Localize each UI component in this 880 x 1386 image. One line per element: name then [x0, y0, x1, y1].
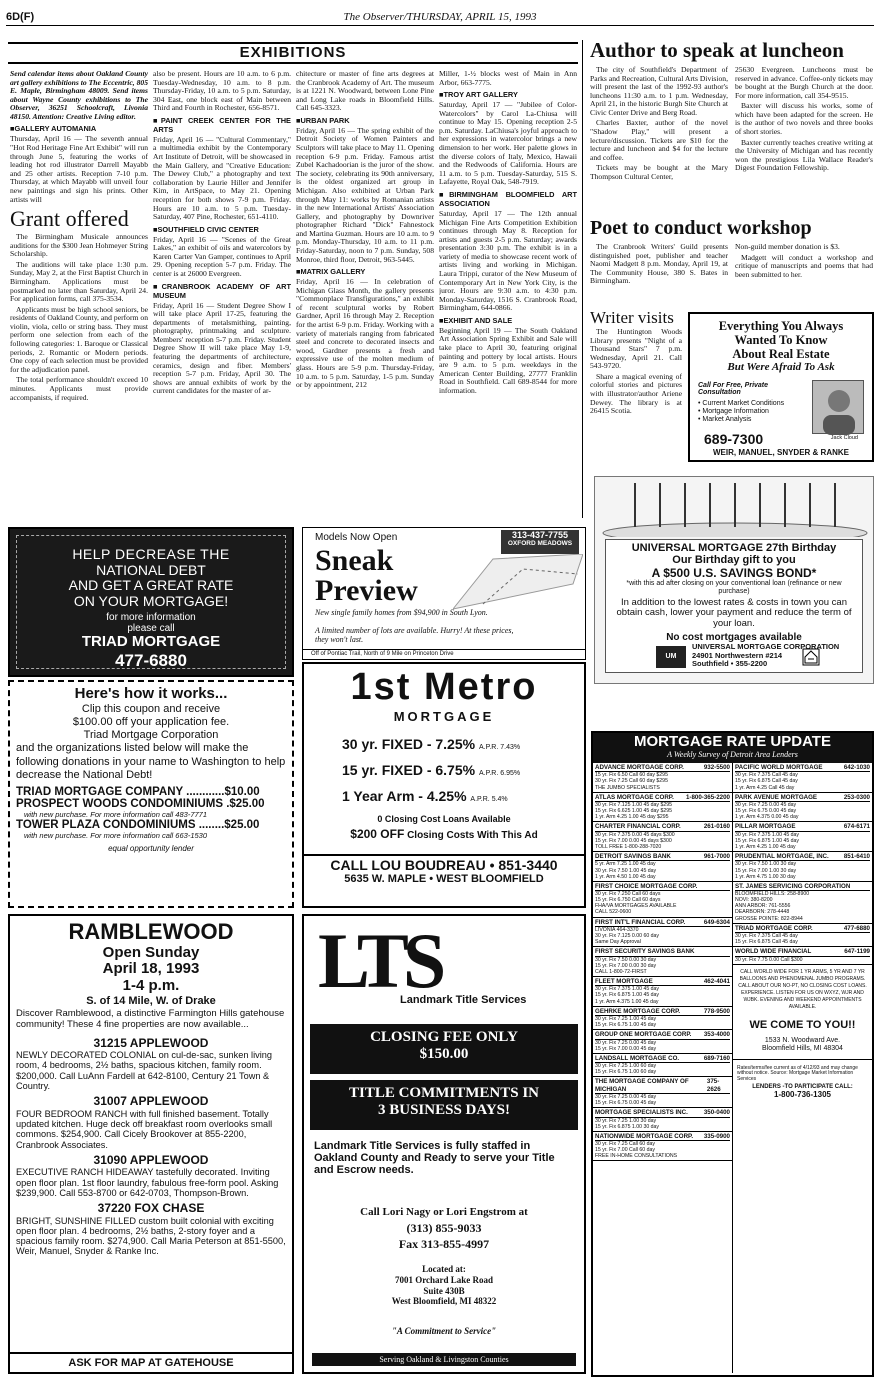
lender-phone: 932-5500 [703, 764, 730, 771]
lender-block [733, 924, 872, 948]
rate-row: 1 yr. Arm 4.50 1.00 45 day [595, 873, 656, 880]
rate-row: 1 yr. Arm 4.75 1.00 30 day [735, 873, 796, 880]
lender-name: DETROIT SAVINGS BANK [595, 853, 671, 861]
lender-phone: 674-6171 [843, 823, 870, 831]
lender-name: TRIAD MORTGAGE CORP. [735, 924, 813, 932]
rate-row: 30 yr. Fix 7.75 0.00 Call $300 [735, 956, 803, 963]
lender-phone: 462-4041 [703, 977, 730, 985]
exhibitions-heading: EXHIBITIONS [8, 42, 578, 64]
author-heading: Author to speak at luncheon [590, 38, 844, 62]
rate-row: 30 yr. Fix 7.25 Call 60 day $295 [595, 778, 668, 785]
lender-phone: 778-9500 [703, 1007, 730, 1015]
rate-row: DEARBORN: 278-4448 [735, 909, 790, 916]
lender-block [593, 1030, 732, 1054]
lender-phone: 851-6410 [843, 853, 870, 861]
lender-name: ST. JAMES SERVICING CORPORATION [735, 882, 851, 890]
masthead-line: The Observer/THURSDAY, APRIL 15, 1993 [343, 11, 537, 23]
grant-heading: Grant offered [10, 206, 129, 232]
lender-block [733, 852, 872, 882]
lender-name: MORTGAGE SPECIALISTS INC. [595, 1109, 688, 1117]
poet-heading: Poet to conduct workshop [590, 217, 812, 239]
rate-row: ANN ARBOR: 761-5556 [735, 903, 791, 910]
lender-name: ATLAS MORTGAGE CORP. [595, 793, 674, 801]
lender-block [733, 882, 872, 924]
author-column-1: The city of Southfield's Department of Parks and Recreation, Cultural Arts Division, will present the last of the 1992-93 author's luncheons 11:30 a.m. to 1 p.m. Wednesday, April 21, in the historic Burgh Site Church at Civic Center Drive and Berg Road. Charles Baxter, author of the novel "Shadow Play," will present a lecture/discussion. Tickets are $10 for the lecture and luncheon and $4 for the lecture and coffee. Tickets may be bought at the Mary Thompson Cultural Center, [590, 66, 728, 181]
rate-row: 30 yr. Fix 7.25 0.00 45 day [735, 802, 797, 808]
lender-block [593, 1007, 732, 1031]
lender-block [593, 1108, 732, 1132]
lender-block [593, 1077, 732, 1108]
triad-mortgage-banner: HELP DECREASE THE NATIONAL DEBT AND GET A GREAT RATE ON YOUR MORTGAGE! for more information please call TRIAD MORTGAGE 477-6880 [8, 527, 294, 677]
rate-row: 15 yr. Fix 6.50 Call 60 day $295 [595, 772, 668, 779]
rate-row: 30 yr. Fix 7.50 1.00 45 day [595, 867, 657, 874]
exhibitions-column-2: also be present. Hours are 10 a.m. to 6 p.m. Tuesday-Wednesday, 10 a.m. to 8 p.m. Thursday-Friday, 10 a.m. to 5 p.m. Saturday, 304 East, one block east of Main between Third and Fourth in Rochester, 656-8571. ■ PAINT CREEK CENTER FOR THE ARTS Friday, April 16 — "Cultural Commentary," a multimedia exhibit by the Contemporary Art Institute of Detroit, will be showcased in the Main Gallery, and "Creative Education: The Dewey Club," a photography and text collaboration by Laurie Hiller and Jennifer Kim, in ArtSpace, to May 21. Opening reception for both shows 7-9 p.m. Friday. Hours are 10 a.m. to 5 p.m. Tuesday-Saturday, 407 Pine, Rochester, 651-4110. ■ SOUTHFIELD CIVIC CENTER Friday, April 16 — "Scenes of the Great Lakes," an exhibit of oils and watercolors by Karen Carter Van Gamper, continues to April 29. Opening reception 5-7 p.m. Friday. The center is at 26000 Evergreen. ■ CRANBROOK ACADEMY OF ART MUSEUM Friday, April 16 — Student Degree Show I will take place April 17-25, featuring the departments of metalsmithing, painting, photography, printmaking and sculpture. Members' reception 5-7 p.m. Friday. Student Degree Show II will take place May 1-9, featuring the departments of architecture, ceramics, design and fiber. Members' reception 5-7 p.m. Friday, April 30. The shows are annual exhibits of work by the current candidates for the master of ar- [153, 70, 291, 398]
lender-phone: 477-6880 [843, 924, 870, 932]
lender-name: PRUDENTIAL MORTGAGE, INC. [735, 853, 829, 861]
lender-name: FIRST INT'L FINANCIAL CORP. [595, 918, 686, 926]
exhibitions-column-3: chitecture or master of fine arts degrees at the Cranbrook Academy of Art. The museum is at 1221 N. Woodward, between Lone Pine and Long Lake roads in Bloomfield Hills. Call 645-3323. ■ URBAN PARK Friday, April 16 — The spring exhibit of the Detroit Society of Women Painters and Sculptors will take place to May 11. Opening reception 6-9 p.m. Friday. Famous artist Zubel Kachadoorian is the juror of the show. The society, celebrating its 90th anniversary, is the oldest organized art group in Michigan. Also exhibited at Urban Park through May 11: works by Romanian artists in the new International Artists' Association Gallery, and photography by Downriver photographer Richard "Dick" Fahnestock and Martina Guzman. Hours are 10 a.m. to 9 p.m. Monday-Thursday, 10 a.m. to 11 p.m. Friday-Saturday, noon to 7 p.m. Sunday, 508 Monroe, third floor, Detroit, 963-5445. ■ MATRIX GALLERY Friday, April 16 — In celebration of Michigan Glass Month, the gallery presents "Commonplace Transfigurations," an exhibit of recent sculptural works by Robert Gardner, April 16 through May 2. Reception for the artist 6-9 p.m. Friday. Working with a variety of materials ranging from fabricated steel and concrete to decorated insects and wood, Gardner presents a fresh and expressive use of the molten medium of glass. Hours are 5-9 p.m. Thursday-Friday, 10 a.m. to 5 p.m. Saturday, 1-5 p.m. Sunday or by appointment, 212 [296, 70, 434, 392]
equal-housing-icon [802, 648, 820, 666]
poet-column-2: Non-guild member donation is $3. Madgett will conduct a workshop and critique of manuscripts and poems that had been submitted to her. [735, 243, 873, 279]
rate-row: 30 yr. Fix 7.25 1.00 45 day [595, 1015, 657, 1022]
lender-block [593, 822, 732, 852]
rate-row: CALL 1-800-72-FIRST [595, 968, 647, 975]
lender-block [733, 763, 872, 793]
lender-block [733, 822, 872, 852]
lender-phone: 649-6304 [703, 918, 730, 926]
ramblewood-ad: RAMBLEWOOD Open Sunday April 18, 1993 1-4 p.m. S. of 14 Mile, W. of Drake Discover Ramblewood, a distinctive Farmington Hills gatehouse community! These 4 fine properties are now available... 31215 APPLEWOOD NEWLY DECORATED COLONIAL on cul-de-sac, sunken living room, 4 bedrooms, 2½ baths, spacious kitchen, family room. $200,000. Call LuAnn Fardell at 642-8100, Century 21 Town & Country. 31007 APPLEWOOD FOUR BEDROOM RANCH with full finished basement. Totally updated kitchen. Huge deck off breakfast room overlooks small commons. $254,900. Call Cicely Brookover at 855-2200, Cranbrook Associates. 31090 APPLEWOOD EXECUTIVE RANCH HIDEAWAY tastefully decorated. Inviting open floor plan. 1st floor laundry, fabulous free-form pool. Asking $239,900. Call 553-8700 or 642-0703, Thompson-Brown. 37220 FOX CHASE BRIGHT, SUNSHINE FILLED custom built colonial with exciting open floor plan. 4 bedrooms, 2½ baths, 2-story foyer and a spacious family room. $274,900. Call Maria Peterson at 851-5500, Weir, Manuel, Snyder & Ranke Inc. ASK FOR MAP AT GATEHOUSE [8, 914, 294, 1374]
lender-block [733, 793, 872, 823]
rate-row: 15 yr. Fix 6.875 1.00 30 day [595, 1123, 660, 1130]
lender-block [593, 852, 732, 882]
weir-phone: 689-7300 [704, 431, 764, 447]
rate-row: 15 yr. Fix 6.625 1.00 45 day $295 [595, 808, 673, 815]
lender-block [593, 1132, 732, 1162]
rate-row: 15 yr. Fix 6.875 1.00 45 day [595, 992, 660, 999]
rate-row: 1 yr. Arm 4.375 1.00 45 day [595, 998, 659, 1005]
agent-photo [812, 380, 864, 434]
rate-row: CALL 522-0600 [595, 909, 632, 916]
universal-mortgage-ad: UNIVERSAL MORTGAGE 27th Birthday Our Birthday gift to you A $500 U.S. SAVINGS BOND* *with this ad after closing on your conventional loan (refinance or new purchase) In addition to the lowest rates & costs in town you can obtain cash, lower your payment and reduce the term of your loan. No cost mortgages available UM UNIVERSAL MORTGAGE CORPORATION 24901 Northwestern #214 Southfield • 355-2200 [594, 476, 874, 684]
rate-row: 30 yr. Fix 7.50 1.00 30 day [735, 861, 797, 868]
rate-row: THE JUMBO SPECIALISTS [595, 784, 660, 791]
rate-row: 15 yr. Fix 6.875 Call 45 day [735, 939, 798, 946]
lender-block [593, 1054, 732, 1078]
rate-row: FHA/VA MORTGAGES AVAILABLE [595, 903, 677, 910]
lts-logo: LTS [318, 917, 441, 1004]
birthday-cake-graphic [595, 477, 875, 537]
lender-phone: 642-1030 [843, 764, 870, 771]
lender-name: PILLAR MORTGAGE [735, 823, 796, 831]
lender-phone: 353-4000 [703, 1031, 730, 1039]
lender-block [593, 947, 732, 977]
sneak-preview-ad: Models Now Open 313-437-7755 OXFORD MEADOWS Sneak Preview New single family homes from $94,900 in South Lyon. A limited number of lots are available. Hurry! At these prices, they won't last. Off of Pontiac Trail, North of 9 Mile on Princeton Drive [302, 527, 586, 660]
rate-row: 1 yr. Arm 4.25 1.00 45 day $295 [595, 814, 669, 821]
rate-row: 15 yr. Fix 6.75 0.00 45 day [735, 808, 797, 815]
lender-phone: 375-2626 [706, 1078, 721, 1093]
rate-row: 30 yr. Fix 7.25 1.00 60 day [595, 1063, 657, 1070]
rate-table-right [733, 763, 872, 965]
sneak-phone: 313-437-7755 [511, 530, 569, 540]
page-header [6, 10, 874, 26]
rate-row: 15 yr. Fix 6.875 Call 45 day [735, 778, 798, 785]
lender-name: NATIONWIDE MORTGAGE CORP. [595, 1132, 694, 1140]
rate-row: BLOOMFIELD HILLS: 258-8900 [735, 891, 810, 898]
rate-row: 15 yr. Fix 7.00 1.00 30 day [735, 867, 797, 874]
lender-phone: 350-0400 [703, 1109, 730, 1117]
lender-name: ADVANCE MORTGAGE CORP. [595, 764, 684, 771]
rate-row: NOVI: 380-8200 [735, 897, 773, 904]
lender-phone: 253-0300 [843, 793, 870, 801]
rate-row: 30 yr. Fix 7.250 Call 60 days [595, 891, 661, 898]
column-divider [582, 40, 583, 518]
lender-name: FLEET MORTGAGE [595, 977, 653, 985]
rate-row: FREE IN-HOME CONSULTATIONS [595, 1153, 678, 1160]
lender-block [733, 947, 872, 964]
writer-heading: Writer visits [590, 308, 674, 327]
lender-name: LANDSALL MORTGAGE CO. [595, 1054, 680, 1062]
rate-row: LIVONIA 464-3370 [595, 926, 639, 933]
rate-row: TOLL FREE 1-800-288-7020 [595, 843, 662, 850]
lender-phone: 261-0160 [703, 823, 730, 831]
exhibitions-column-1: Send calendar items about Oakland County art gallery exhibitions to The Eccentric, 805 E. Maple, Birmingham 48009. Send items about Wayne County exhibitions to The Observer, 36251 Schoolcraft, Livonia 48150. Attention: Creative Living editor. ■ GALLERY AUTOMANIA Thursday, April 16 — The seventh annual "Hot Rod Heritage Fine Art Exhibit" will run through June 5, featuring the works of leading hot rod illustrator Darrell Mayabb and 25 other artists. Reception 7-10 p.m. Thursday, at which Mayabb will unveil four new paintings and sign his prints. Other artists will Grant offered The Birmingham Musicale announces auditions for the $300 Jean Hohmeyer String Scholarship. The auditions will take place 1:30 p.m. Sunday, May 2, at the First Baptist Church in Birmingham. Applications must be postmarked no later than Saturday, April 24. For application forms, call 375-3534. Applicants must be high school seniors, be residents of Oakland County, and perform on violin, viola, cello or string bass. They must perform one selection from each of the following categories: 1. Baroque or Classical periods, 2. Romantic or Modern periods. One copy of each selection must be provided for the adjudication panel. The total performance shouldn't exceed 10 minutes. Applicants must provide accompanists, if required. [10, 70, 148, 404]
rate-row: 30 yr. Fix 7.25 Call 60 day [595, 1141, 655, 1148]
lender-name: CHARTER FINANCIAL CORP. [595, 823, 681, 831]
triad-coupon[interactable]: Here's how it works... Clip this coupon and receive $100.00 off your application fee. Triad Mortgage Corporation and the organizations listed below will make the following donations in your name to Washington to help decrease the National Debt! TRIAD MORTGAGE COMPANY ............$10.00 PROSPECT WOODS CONDOMINIUMS .$25.00 with new purchase. For more information call 483-7771 TOWER PLAZA CONDOMINIUMS ........$25.00 with new purchase. For more information call 663-1530 equal opportunity lender [8, 680, 294, 908]
weir-real-estate-ad: Everything You Always Wanted To Know About Real Estate But Were Afraid To Ask Call For Free, Private Consultation • Current Market Conditions • Mortgage Information • Market Analysis Jack Cloud 689-7300 WEIR, MANUEL, SNYDER & RANKE [688, 312, 874, 462]
universal-logo-icon: UM [656, 646, 686, 668]
rate-row: 15 yr. Fix 7.00 Call 60 day [595, 1147, 655, 1154]
lender-block [593, 793, 732, 823]
rate-row: 30 yr. Fix 7.375 1.00 45 day [735, 831, 800, 838]
rate-row: 30 yr. Fix 7.125 0.00 60 day [595, 933, 660, 939]
rate-row: 1 yr. Arm 4.25 Call 45 day [735, 784, 795, 791]
lender-phone: 647-1199 [844, 948, 870, 956]
lender-block [593, 763, 732, 793]
poet-column-1: The Cranbrook Writers' Guild presents distinguished poet, publisher and teacher Naomi Madgett 8 p.m. Monday, April 19, at The Community House, 380 S. Bates in Birmingham. [590, 243, 728, 286]
rate-row: 30 yr. Fix 7.25 1.00 30 day [595, 1117, 657, 1124]
rate-row: Same Day Approval [595, 939, 641, 946]
lender-name: GEHRKE MORTGAGE CORP. [595, 1007, 681, 1015]
rate-row: 30 yr. Fix 7.375 0.00 45 days $300 [595, 831, 675, 838]
page-number: 6D(F) [6, 11, 35, 23]
rate-row: 30 yr. Fix 7.125 1.00 45 day $295 [595, 802, 673, 808]
confetti-graphic [453, 554, 583, 614]
exhibitions-column-4: Miller, 1-½ blocks west of Main in Ann Arbor, 663-7775. ■ TROY ART GALLERY Saturday, April 17 — "Jubilee of Color-Watercolors" by Carol La-Chiusa will continue to May 15. Opening reception 2-5 p.m. Saturday. LaChiusa's joyful approach to her expressions in watercolor brings a new dimension to her work. Her palette glows in the diverse colors of Italy, Mexico, Hawaii and the Redwoods of California. Hours are 11 a.m. to 5 p.m. Tuesday-Saturday, 515 S. Lafayette, Royal Oak, 548-7919. ■ BIRMINGHAM BLOOMFIELD ART ASSOCIATION Saturday, April 17 — The 12th annual Michigan Fine Arts Competition Exhibition continues through May 8. Reception for artists and guests 2-5 p.m. Saturday; awards presentation 3:30 p.m. The exhibit is in a variety of media to showcase recent work of artists living and working in Michigan. Laura Trippi, curator of the New Museum of Contemporary Art in New York City, is the juror. Hours are 9:30 a.m. to 4:30 p.m. Monday-Saturday, 1516 S. Cranbrook Road, Birmingham, 644-0866. ■ EXHIBIT AND SALE Beginning April 19 — The South Oakland Art Association Spring Exhibit and Sale will take place to April 30, featuring original painting and pottery by local artists. Hours are 9 a.m. to 5 p.m. weekdays in the American Center Building, 27777 Franklin Road in Southfield. Call 689-8544 for more information. [439, 70, 577, 398]
rate-row: 1 yr. Arm 4.25 1.00 45 day [735, 843, 796, 850]
mortgage-rate-update: MORTGAGE RATE UPDATE A Weekly Survey of Detroit Area Lenders ADVANCE MORTGAGE CORP. 932-5500 15 yr. Fix 6.50 Call 60 day $295 30 yr. Fix 7.25 Call 60 day $295 THE JUMBO SPECIALISTS ATLAS MORTGAGE CORP. 1-800-365-2200 30 yr. Fix 7.125 1.00 45 day $295 15 yr. Fix 6.625 1.00 45 day $295 1 yr. Arm 4.25 1.00 45 day $295 CHARTER FINANCIAL CORP. 261-0160 30 yr. Fix 7.375 0.00 45 days $300 15 yr. Fix 7.00 0.00 45 days $300 TOLL FREE 1-800-288-7020 DETROIT SAVINGS BANK 961-7000 5 yr. Arm 7.25 1.00 45 day 30 yr. Fix 7.50 1.00 45 day 1 yr. Arm 4.50 1.00 45 day FIRST CHOICE MORTGAGE CORP. 30 yr. Fix 7.250 Call 60 days 15 yr. Fix 6.750 Call 60 days FHA/VA MORTGAGES AVAILABLE CALL 522-0600 FIRST INT'L FINANCIAL CORP. 649-6304 LIVONIA 464-3370 30 yr. Fix 7.125 0.00 60 day Same Day Approval FIRST SECURITY SAVINGS BANK 30 yr. Fix 7.50 0.00 30 day 15 yr. Fix 7.00 0.00 30 day CALL 1-800-72-FIRST FLEET MORTGAGE 462-4041 30 yr. Fix 7.375 1.00 45 day 15 yr. Fix 6.875 1.00 45 day 1 yr. Arm 4.375 1.00 45 day GEHRKE MORTGAGE CORP. 778-9500 30 yr. Fix 7.25 1.00 45 day 15 yr. Fix 6.75 1.00 45 day GROUP ONE MORTGAGE CORP. 353-4000 30 yr. Fix 7.25 0.00 45 day 15 yr. Fix 7.00 0.00 45 day LANDSALL MORTGAGE CO. 689-7160 30 yr. Fix 7.25 1.00 60 day 15 yr. Fix 6.75 1.00 60 day THE MORTGAGE COMPANY OF MICHIGAN 375-2626 30 yr. Fix 7.25 0.00 45 day 15 yr. Fix 6.75 0.00 45 day MORTGAGE SPECIALISTS INC. 350-0400 30 yr. Fix 7.25 1.00 30 day 15 yr. Fix 6.875 1.00 30 day NATIONWIDE MORTGAGE CORP. 335-0900 30 yr. Fix 7.25 Call 60 day 15 yr. Fix 7.00 Call 60 day FREE IN-HOME CONSULTATIONS PACIFIC WORLD MORTGAGE 642-1030 30 yr. Fix 7.375 Call 45 day 15 yr. Fix 6.875 Call 45 day 1 yr. Arm 4.25 Call 45 day PARK AVENUE MORTGAGE 253-0300 30 yr. Fix 7.25 0.00 45 day 15 yr. Fix 6.75 0.00 45 day 1 yr. Arm 4.375 0.00 45 day PILLAR MORTGAGE 674-6171 30 yr. Fix 7.375 1.00 45 day 15 yr. Fix 6.875 1.00 45 day 1 yr. Arm 4.25 1.00 45 day PRUDENTIAL MORTGAGE, INC. 851-6410 30 yr. Fix 7.50 1.00 30 day 15 yr. Fix 7.00 1.00 30 day 1 yr. Arm 4.75 1.00 30 day ST. JAMES SERVICING CORPORATION BLOOMFIELD HILLS: 258-8900 NOVI: 380-8200 ANN ARBOR: 761-5556 DEARBORN: 278-4448 GROSSE POINTE: 822-8944 TRIAD MORTGAGE CORP. 477-6880 30 yr. Fix 7.375 Call 45 day 15 yr. Fix 6.875 Call 45 day WORLD WIDE FINANCIAL 647-1199 30 yr. Fix 7.75 0.00 Call $300 CALL WORLD WIDE FOR 1 YR ARMS, 5 YR AND 7 YR BALLOONS AND PHENOMENAL JUMBO PROGRAMS. CALL ABOUT OUR NO-PT, NO CLOSING COST LOANS. EXPERIENCE. LISTEN FOR US ON WXYZ, WJR AND WJBK. EVENING AND WEEKEND APPOINTMENTS AVAILABLE. WE COME TO YOU!! 1533 N. Woodward Ave. Bloomfield Hills, MI 48304 Rates/terms/fee current as of 4/12/93 and may change without notice. Source: Mortgage Market Information Services LENDERS -TO PARTICIPATE CALL: 1-800-736-1305 [591, 731, 874, 1377]
lender-name: THE MORTGAGE COMPANY OF MICHIGAN [595, 1078, 689, 1093]
rate-row: 30 yr. Fix 7.25 0.00 45 day [595, 1039, 657, 1046]
rate-row: 30 yr. Fix 7.50 0.00 30 day [595, 956, 657, 963]
first-metro-mortgage-ad: 1st Metro MORTGAGE 30 yr. FIXED - 7.25% A.P.R. 7.43% 15 yr. FIXED - 6.75% A.P.R. 6.95% 1 Year Arm - 4.25% A.P.R. 5.4% 0 Closing Cost Loans Available $200 OFF Closing Costs With This Ad CALL LOU BOUDREAU • 851-3440 5635 W. MAPLE • WEST BLOOMFIELD [302, 662, 586, 908]
triad-phone: 477-6880 [115, 650, 187, 670]
rate-row: 15 yr. Fix 7.00 0.00 30 day [595, 962, 657, 969]
portrait-icon [813, 381, 865, 435]
rate-row: 15 yr. Fix 7.00 0.00 45 day [595, 1045, 657, 1052]
rate-row: 15 yr. Fix 6.75 0.00 45 day [595, 1100, 657, 1107]
rate-row: 15 yr. Fix 6.875 1.00 45 day [735, 837, 800, 844]
lender-name: PACIFIC WORLD MORTGAGE [735, 764, 823, 771]
lender-phone: 1-800-365-2200 [685, 793, 730, 801]
lender-name: WORLD WIDE FINANCIAL [735, 948, 812, 956]
lender-block [593, 882, 732, 918]
lender-name: FIRST SECURITY SAVINGS BANK [595, 948, 695, 956]
rate-row: 30 yr. Fix 7.25 0.00 45 day [595, 1093, 657, 1100]
landmark-title-ad: LTS Landmark Title Services CLOSING FEE ONLY $150.00 TITLE COMMITMENTS IN 3 BUSINESS DAYS! Landmark Title Services is fully staffed in Oakland County and Ready to serve your Title and Escrow needs. Call Lori Nagy or Lori Engstrom at (313) 855-9033 Fax 313-855-4997 Located at: 7001 Orchard Lake Road Suite 430B West Bloomfield, MI 48322 "A Commitment to Service" Serving Oakland & Livingston Counties [302, 914, 586, 1374]
lender-phone: 335-0900 [703, 1132, 730, 1140]
author-column-2: 25630 Evergreen. Luncheons must be reserved in advance. Coffee-only tickets may be bought at the Burgh Church at the door. For more information, call 354-9515. Baxter will discuss his works, some of which have been adapted for the screen. He is the author of two novels and three books of short stories. Baxter currently teaches creative writing at the University of Michigan and has recently won the prestigious Lila Wallace Reader's Digest Foundation Fellowship. [735, 66, 873, 173]
rate-row: 5 yr. Arm 7.25 1.00 45 day [595, 861, 656, 868]
rate-row: 30 yr. Fix 7.375 Call 45 day [735, 933, 798, 939]
rate-row: 30 yr. Fix 7.375 1.00 45 day [595, 986, 660, 993]
lender-name: PARK AVENUE MORTGAGE [735, 793, 818, 801]
rate-row: 30 yr. Fix 7.375 Call 45 day [735, 772, 798, 779]
lts-phone: (313) 855-9033 [406, 1221, 482, 1235]
rate-row: 15 yr. Fix 6.750 Call 60 days [595, 897, 661, 904]
rate-row: 15 yr. Fix 7.00 0.00 45 days $300 [595, 837, 672, 844]
writer-column: The Huntington Woods Library presents "Night of a Thousand Stars" 7 p.m. Wednesday, April 21. Call 543-9720. Share a magical evening of colorful stories and pictures with illustrator/author Ariene Dewey. The library is at 26415 Scotia. [590, 328, 682, 416]
lender-block [593, 918, 732, 948]
metro-phone: CALL LOU BOUDREAU • 851-3440 [304, 854, 584, 874]
lender-name: GROUP ONE MORTGAGE CORP. [595, 1031, 692, 1039]
lender-phone: 689-7160 [703, 1054, 730, 1062]
rate-row: GROSSE POINTE: 822-8944 [735, 915, 803, 922]
rate-row: 1 yr. Arm 4.375 0.00 45 day [735, 814, 799, 821]
rate-row: 15 yr. Fix 6.75 1.00 60 day [595, 1069, 657, 1076]
lender-phone: 961-7000 [703, 853, 730, 861]
lender-block [593, 977, 732, 1007]
lender-name: FIRST CHOICE MORTGAGE CORP. [595, 882, 698, 890]
rate-row: 15 yr. Fix 6.75 1.00 45 day [595, 1022, 657, 1029]
rate-table-left [593, 763, 733, 1373]
